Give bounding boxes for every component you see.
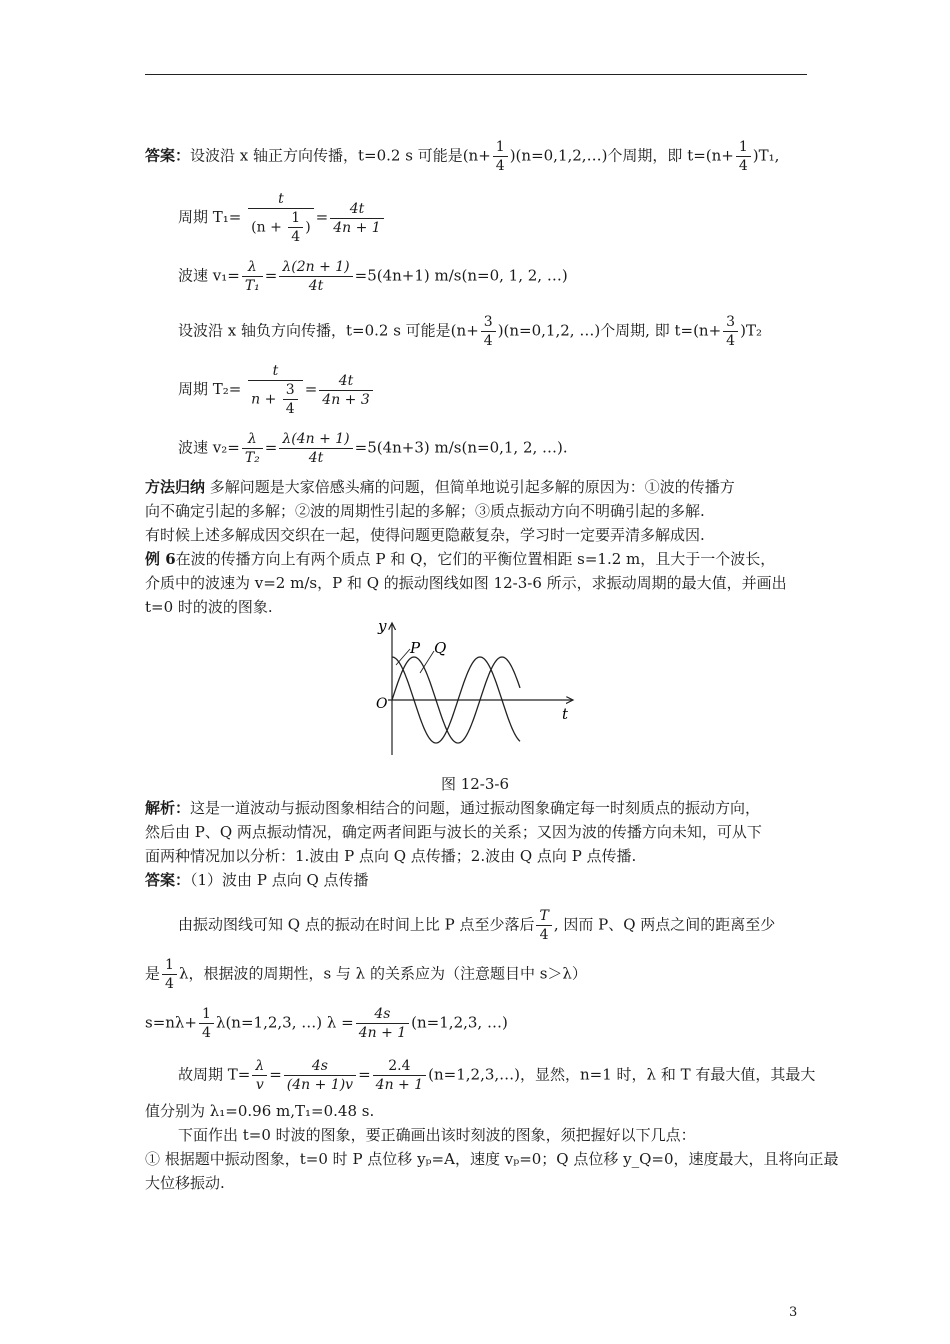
max-value-line: 值分别为 λ₁=0.96 m,T₁=0.48 s. bbox=[145, 1102, 375, 1120]
period2-formula: 周期 T₂= t n + $\frac{3}{4}$ = $\frac{4t}{4n + 3}$ bbox=[178, 362, 848, 418]
example6-line1: 例 6在波的传播方向上有两个质点 P 和 Q，它们的平衡位置相距 s=1.2 m，且大于一个波长， bbox=[145, 550, 776, 568]
answer1-line1: 答案：设波沿 x 轴正方向传播，t=0.2 s 可能是(n+ $\frac{1}{4}$ )(n=0,1,2,…)个周期，即 t=(n+ $\frac{1}{4}$ )T₁, bbox=[145, 139, 780, 174]
method-line1: 方法归纳 多解问题是大家倍感头痛的问题，但简单地说引起多解的原因为：①波的传播方 bbox=[145, 478, 735, 496]
analysis-line3: 面两种情况加以分析：1.波由 P 点向 Q 点传播；2.波由 Q 点向 P 点传播. bbox=[145, 847, 637, 865]
y-axis-label: y bbox=[378, 617, 387, 635]
s-relation-line: s=nλ+ $\frac{1}{4}$ λ(n=1,2,3, …) λ = $\frac{4s}{4n + 1}$ (n=1,2,3, …) bbox=[145, 1006, 508, 1041]
origin-label: O bbox=[376, 696, 388, 712]
draw-intro-line: 下面作出 t=0 时波的图象，要正确画出该时刻波的图象，须把握好以下几点： bbox=[178, 1126, 696, 1144]
header-rule bbox=[145, 74, 807, 75]
speed2-formula: 波速 v₂= $\frac{\lambda}{\text{T₂}}$ = $\frac{\lambda(4n + 1)}{4t}$ =5(4n+3) m/s(n=0,1, 2, …). bbox=[178, 431, 568, 466]
speed1-formula: 波速 v₁= $\frac{\lambda}{\text{T₁}}$ = $\frac{\lambda(2n + 1)}{4t}$ =5(4n+1) m/s(n=0, 1, 2, …) bbox=[178, 259, 568, 294]
example6-line3: t=0 时的波的图象. bbox=[145, 598, 273, 616]
answer2-case1: 答案：（1）波由 P 点向 Q 点传播 bbox=[145, 871, 369, 889]
example6-line2: 介质中的波速为 v=2 m/s，P 和 Q 的振动图线如图 12-3-6 所示，求振动周期的最大值，并画出 bbox=[145, 574, 787, 592]
is-line: 是 $\frac{1}{4}$ λ，根据波的周期性，s 与 λ 的关系应为（注意题目中 s＞λ） bbox=[145, 957, 587, 992]
p-pointer bbox=[396, 649, 410, 665]
t-axis-label: t bbox=[562, 705, 569, 723]
p-label: P bbox=[410, 639, 421, 657]
analysis-line2: 然后由 P、Q 两点振动情况，确定两者间距与波长的关系；又因为波的传播方向未知，可从下 bbox=[145, 823, 762, 841]
method-line2: 向不确定引起的多解；②波的周期性引起的多解；③质点振动方向不明确引起的多解. bbox=[145, 502, 705, 520]
lag-line: 由振动图线可知 Q 点的振动在时间上比 P 点至少落后 $\frac{T}{4}$ , 因而 P、Q 两点之间的距离至少 bbox=[178, 908, 776, 943]
period-line: 故周期 T= $\frac{\lambda}{v}$ = $\frac{4s}{(4n + 1)v}$ = $\frac{2.4}{4n + 1}$ (n=1,2,3,…)，显然，n=1 时，λ 和 T 有最大值，其最大 bbox=[178, 1058, 816, 1093]
period1-formula: 周期 T₁= t (n + $\frac{1}{4}$ ) = $\frac{4t}{4n + 1}$ bbox=[178, 190, 848, 246]
q-label: Q bbox=[434, 639, 447, 657]
negative-direction-line: 设波沿 x 轴负方向传播，t=0.2 s 可能是(n+ $\frac{3}{4}$ )(n=0,1,2, …)个周期, 即 t=(n+ $\frac{3}{4}$ )T₂ bbox=[178, 314, 762, 349]
vibration-graph bbox=[370, 615, 580, 760]
q-pointer bbox=[420, 651, 434, 673]
figure-caption: 图 12-3-6 bbox=[440, 775, 510, 793]
point1-line-b: 大位移振动. bbox=[145, 1174, 225, 1192]
point1-line-a: ① 根据题中振动图象，t=0 时 P 点位移 yₚ=A，速度 vₚ=0；Q 点位移 y_Q=0，速度最大，且将向正最 bbox=[145, 1150, 839, 1168]
method-line3: 有时候上述多解成因交织在一起，使得问题更隐蔽复杂，学习时一定要弄清多解成因. bbox=[145, 526, 705, 544]
analysis-line1: 解析：这是一道波动与振动图象相结合的问题，通过振动图象确定每一时刻质点的振动方向， bbox=[145, 799, 761, 817]
page-number: 3 bbox=[789, 1305, 798, 1320]
